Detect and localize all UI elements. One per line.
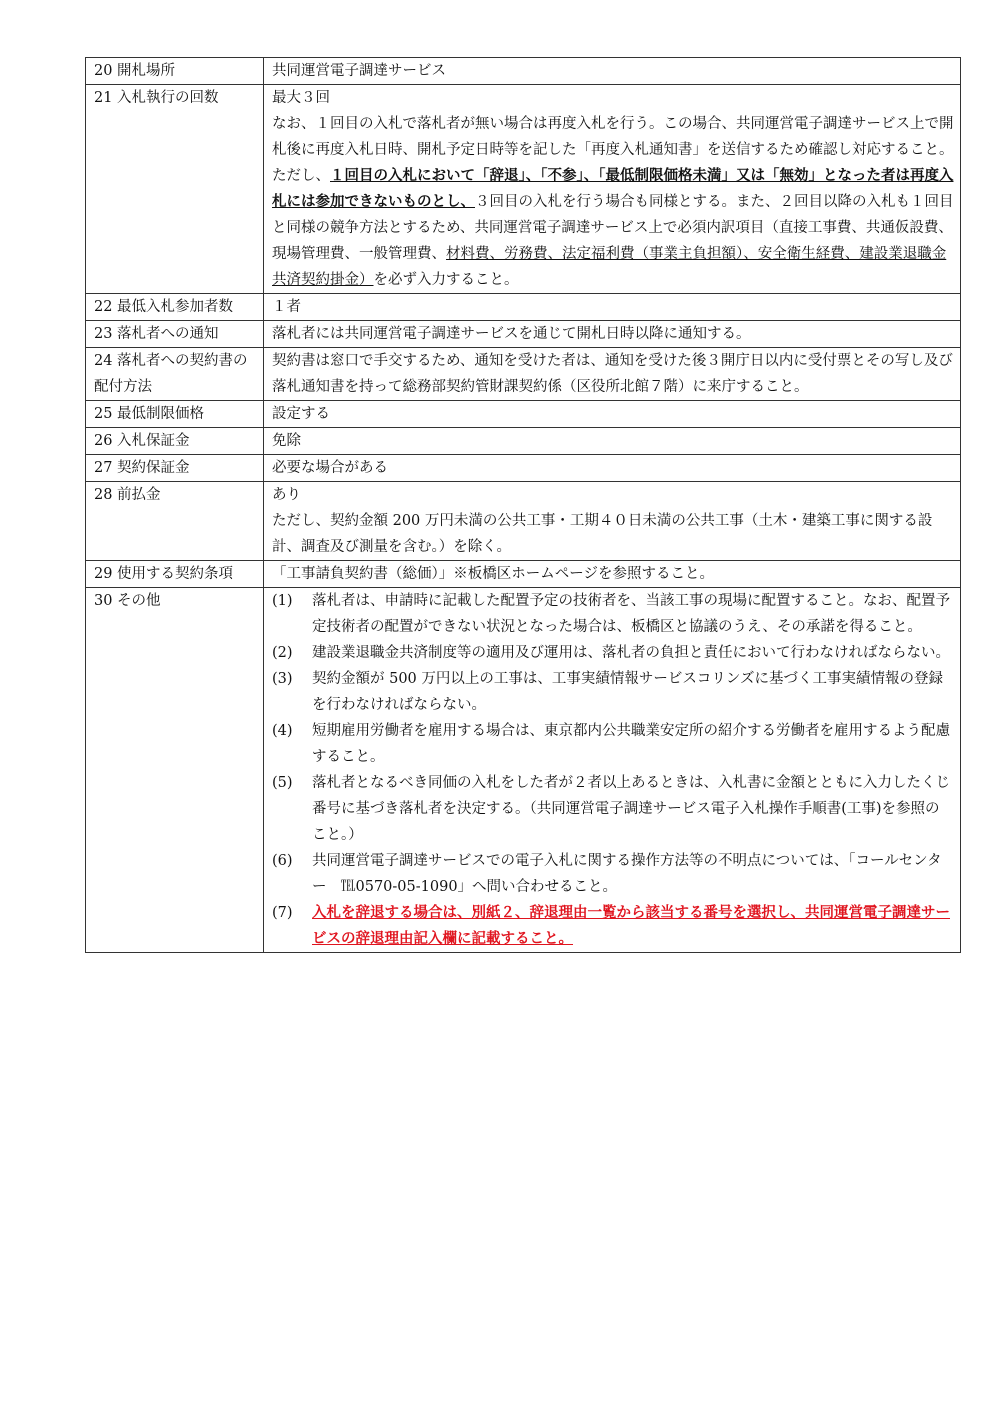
value-paragraph: 契約書は窓口で手交するため、通知を受けた者は、通知を受けた後３開庁日以内に受付票とその写し及び落札通知書を持って総務部契約管財課契約係（区役所北館７階）に来庁すること。: [272, 353, 953, 395]
item-number: (2): [272, 645, 293, 661]
row-label: 22 最低入札参加者数: [86, 294, 264, 321]
row-label: 24 落札者への契約書の配付方法: [86, 348, 264, 401]
row-value: 免除: [264, 428, 961, 455]
table-row: [86, 428, 961, 455]
list-item: [272, 666, 954, 718]
important-notice-text: 入札を辞退する場合は、別紙２、辞退理由一覧から該当する番号を選択し、共同運営電子調達サービスの辞退理由記入欄に記載すること。: [312, 905, 950, 947]
item-number: (6): [272, 853, 293, 869]
table-row: [86, 348, 961, 401]
item-number: (3): [272, 671, 293, 687]
list-item: [272, 770, 954, 848]
row-value: [264, 482, 961, 561]
table-row: [86, 401, 961, 428]
row-value: 「工事請負契約書（総価）」※板橋区ホームページを参照すること。: [264, 561, 961, 588]
table-row: [86, 455, 961, 482]
list-item: [272, 640, 954, 666]
text-span: を必ず入力すること。: [373, 272, 519, 288]
row-value: 落札者には共同運営電子調達サービスを通じて開札日時以降に通知する。: [264, 321, 961, 348]
item-text: 落札者となるべき同価の入札をした者が２者以上あるときは、入札書に金額とともに入力したくじ番号に基づき落札者を決定する。（共同運営電子調達サービス電子入札操作手順書(工事)を参照のこと。）: [312, 775, 950, 843]
table-row: [86, 58, 961, 85]
list-item: [272, 848, 954, 900]
table-row: [86, 85, 961, 294]
item-number: (5): [272, 775, 293, 791]
item-number: (4): [272, 723, 293, 739]
item-text: 建設業退職金共済制度等の適用及び運用は、落札者の負担と責任において行わなければならない。: [312, 645, 950, 661]
row-label: 25 最低制限価格: [86, 401, 264, 428]
table-row: [86, 294, 961, 321]
value-paragraph: ただし、契約金額 200 万円未満の公共工事・工期４０日未満の公共工事（土木・建築工事に関する設計、調査及び測量を含む。）を除く。: [272, 513, 933, 555]
underlined-text: 材料費、労務費、法定福利費（事業主負担額）、安全衛生経費、建設業退職金共済契約掛金）: [272, 246, 947, 288]
item-text: 短期雇用労働者を雇用する場合は、東京都内公共職業安定所の紹介する労働者を雇用するよう配慮すること。: [312, 723, 950, 765]
item-text: 共同運営電子調達サービスでの電子入札に関する操作方法等の不明点については、「コールセンター ℡0570-05-1090」へ問い合わせること。: [312, 853, 942, 895]
row-label: 27 契約保証金: [86, 455, 264, 482]
row-value: [264, 348, 961, 401]
table-row: [86, 588, 961, 953]
list-item: [272, 588, 954, 640]
emphasis-text: １回目の入札において「辞退」、「不参」、「最低制限価格未満」又は「無効」となった者は再度入札には参加できないものとし、: [272, 168, 954, 210]
item-text: 落札者は、申請時に記載した配置予定の技術者を、当該工事の現場に配置すること。なお、配置予定技術者の配置ができない状況となった場合は、板橋区と協議のうえ、その承諾を得ること。: [312, 593, 950, 635]
item-number: (1): [272, 593, 293, 609]
value-paragraph: [272, 111, 954, 293]
list-item: [272, 718, 954, 770]
row-value: 必要な場合がある: [264, 455, 961, 482]
row-value: [264, 588, 961, 953]
table-row: [86, 321, 961, 348]
item-number: (7): [272, 905, 293, 921]
row-label: 21 入札執行の回数: [86, 85, 264, 294]
table-row: [86, 482, 961, 561]
row-label: 30 その他: [86, 588, 264, 953]
row-value: [264, 85, 961, 294]
notes-list: [272, 588, 954, 952]
row-label: 29 使用する契約条項: [86, 561, 264, 588]
row-label: 28 前払金: [86, 482, 264, 561]
row-value: １者: [264, 294, 961, 321]
row-label: 20 開札場所: [86, 58, 264, 85]
list-item: [272, 900, 954, 952]
row-value: 設定する: [264, 401, 961, 428]
text-span: なお、１回目の入札で落札者が無い場合は再度入札を行う。この場合、共同運営電子調達サービス上で開札後に再度入札日時、開札予定日時等を記した「再度入札通知書」を送信するため確認し対応すること。ただし、: [272, 116, 954, 184]
row-label: 23 落札者への通知: [86, 321, 264, 348]
item-text: 契約金額が 500 万円以上の工事は、工事実績情報サービスコリンズに基づく工事実績情報の登録を行わなければならない。: [312, 671, 943, 713]
value-line: あり: [272, 487, 301, 503]
bid-conditions-table: [85, 57, 961, 953]
text-span: ３回目の入札を行う場合も同様とする。また、２回目以降の入札も１回目と同様の競争方法とするため、共同運営電子調達サービス上で必須内訳項目（直接工事費、共通仮設費、現場管理費、一般管理費、: [272, 194, 954, 262]
table-row: [86, 561, 961, 588]
value-line: 最大３回: [272, 90, 330, 106]
row-value: 共同運営電子調達サービス: [264, 58, 961, 85]
row-label: 26 入札保証金: [86, 428, 264, 455]
